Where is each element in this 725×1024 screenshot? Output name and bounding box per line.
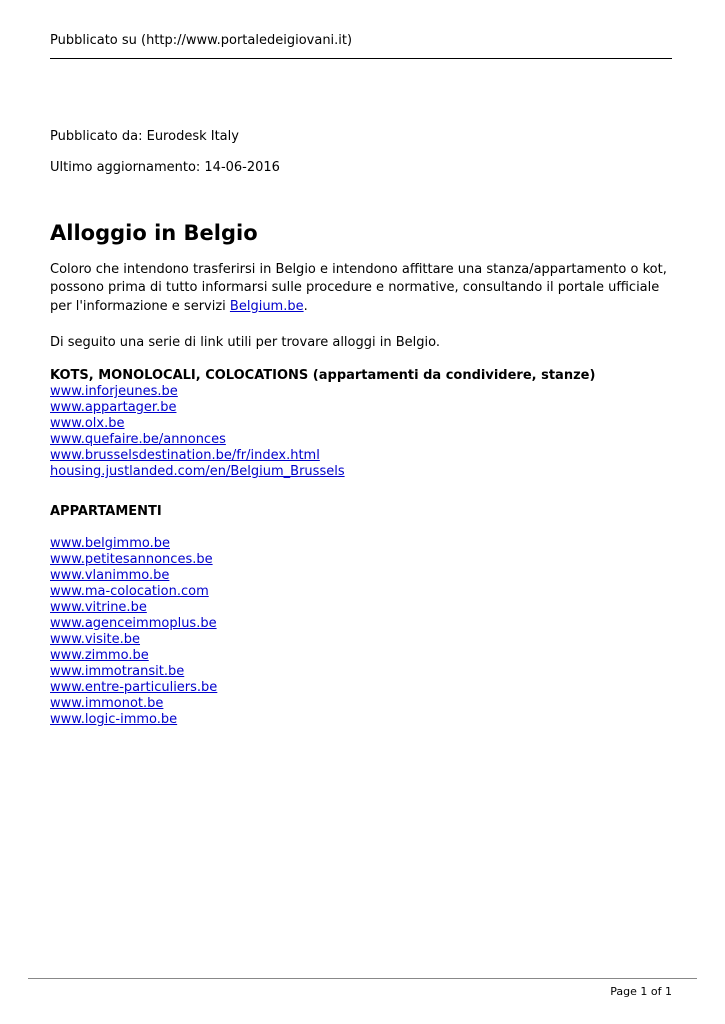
source-line: Pubblicato su (http://www.portaledeigiovani.it)	[50, 33, 353, 48]
link-quefaire[interactable]: www.quefaire.be/annonces	[50, 432, 226, 448]
section-heading-appartamenti: APPARTAMENTI	[50, 504, 162, 520]
page-number: Page 1 of 1	[610, 984, 672, 998]
link-logic-immo[interactable]: www.logic-immo.be	[50, 712, 178, 728]
section-heading-kots: KOTS, MONOLOCALI, COLOCATIONS (appartamenti da condividere, stanze)	[50, 368, 596, 384]
second-paragraph: Di seguito una serie di link utili per trovare alloggi in Belgio.	[50, 335, 440, 351]
appartamenti-link-list	[50, 536, 672, 728]
section-kots	[50, 368, 672, 480]
link-entre-particuliers[interactable]: www.entre-particuliers.be	[50, 680, 218, 696]
published-by: Pubblicato da: Eurodesk Italy	[50, 128, 239, 144]
intro-paragraph	[50, 261, 672, 317]
footer-rule	[28, 978, 697, 979]
link-immonot[interactable]: www.immonot.be	[50, 696, 164, 712]
kots-link-list	[50, 384, 672, 480]
link-ma-colocation[interactable]: www.ma-colocation.com	[50, 584, 209, 600]
link-appartager[interactable]: www.appartager.be	[50, 400, 177, 416]
link-brusselsdestination[interactable]: www.brusselsdestination.be/fr/index.html	[50, 448, 320, 464]
section-appartamenti	[50, 504, 672, 728]
page-footer	[28, 978, 697, 998]
link-olx[interactable]: www.olx.be	[50, 416, 125, 432]
intro-text-before: Coloro che intendono trasferirsi in Belgio e intendono affittare una stanza/appartamento o kot, possono prima di tutto informarsi sulle procedure e normative, consultando il portale ufficiale per l'informazione e servizi	[50, 261, 667, 314]
link-agenceimmoplus[interactable]: www.agenceimmoplus.be	[50, 616, 217, 632]
last-update: Ultimo aggiornamento: 14-06-2016	[50, 160, 280, 176]
link-belgium-be[interactable]: Belgium.be	[229, 298, 304, 314]
link-inforjeunes[interactable]: www.inforjeunes.be	[50, 384, 178, 400]
link-justlanded[interactable]: housing.justlanded.com/en/Belgium_Brussels	[50, 464, 345, 480]
link-visite[interactable]: www.visite.be	[50, 632, 141, 648]
page-title: Alloggio in Belgio	[50, 220, 258, 245]
link-petitesannonces[interactable]: www.petitesannonces.be	[50, 552, 213, 568]
link-belgimmo[interactable]: www.belgimmo.be	[50, 536, 170, 552]
header-rule	[50, 58, 672, 59]
intro-text-after: .	[303, 298, 308, 314]
link-immotransit[interactable]: www.immotransit.be	[50, 664, 185, 680]
link-vitrine[interactable]: www.vitrine.be	[50, 600, 147, 616]
link-zimmo[interactable]: www.zimmo.be	[50, 648, 149, 664]
link-vlanimmo[interactable]: www.vlanimmo.be	[50, 568, 170, 584]
